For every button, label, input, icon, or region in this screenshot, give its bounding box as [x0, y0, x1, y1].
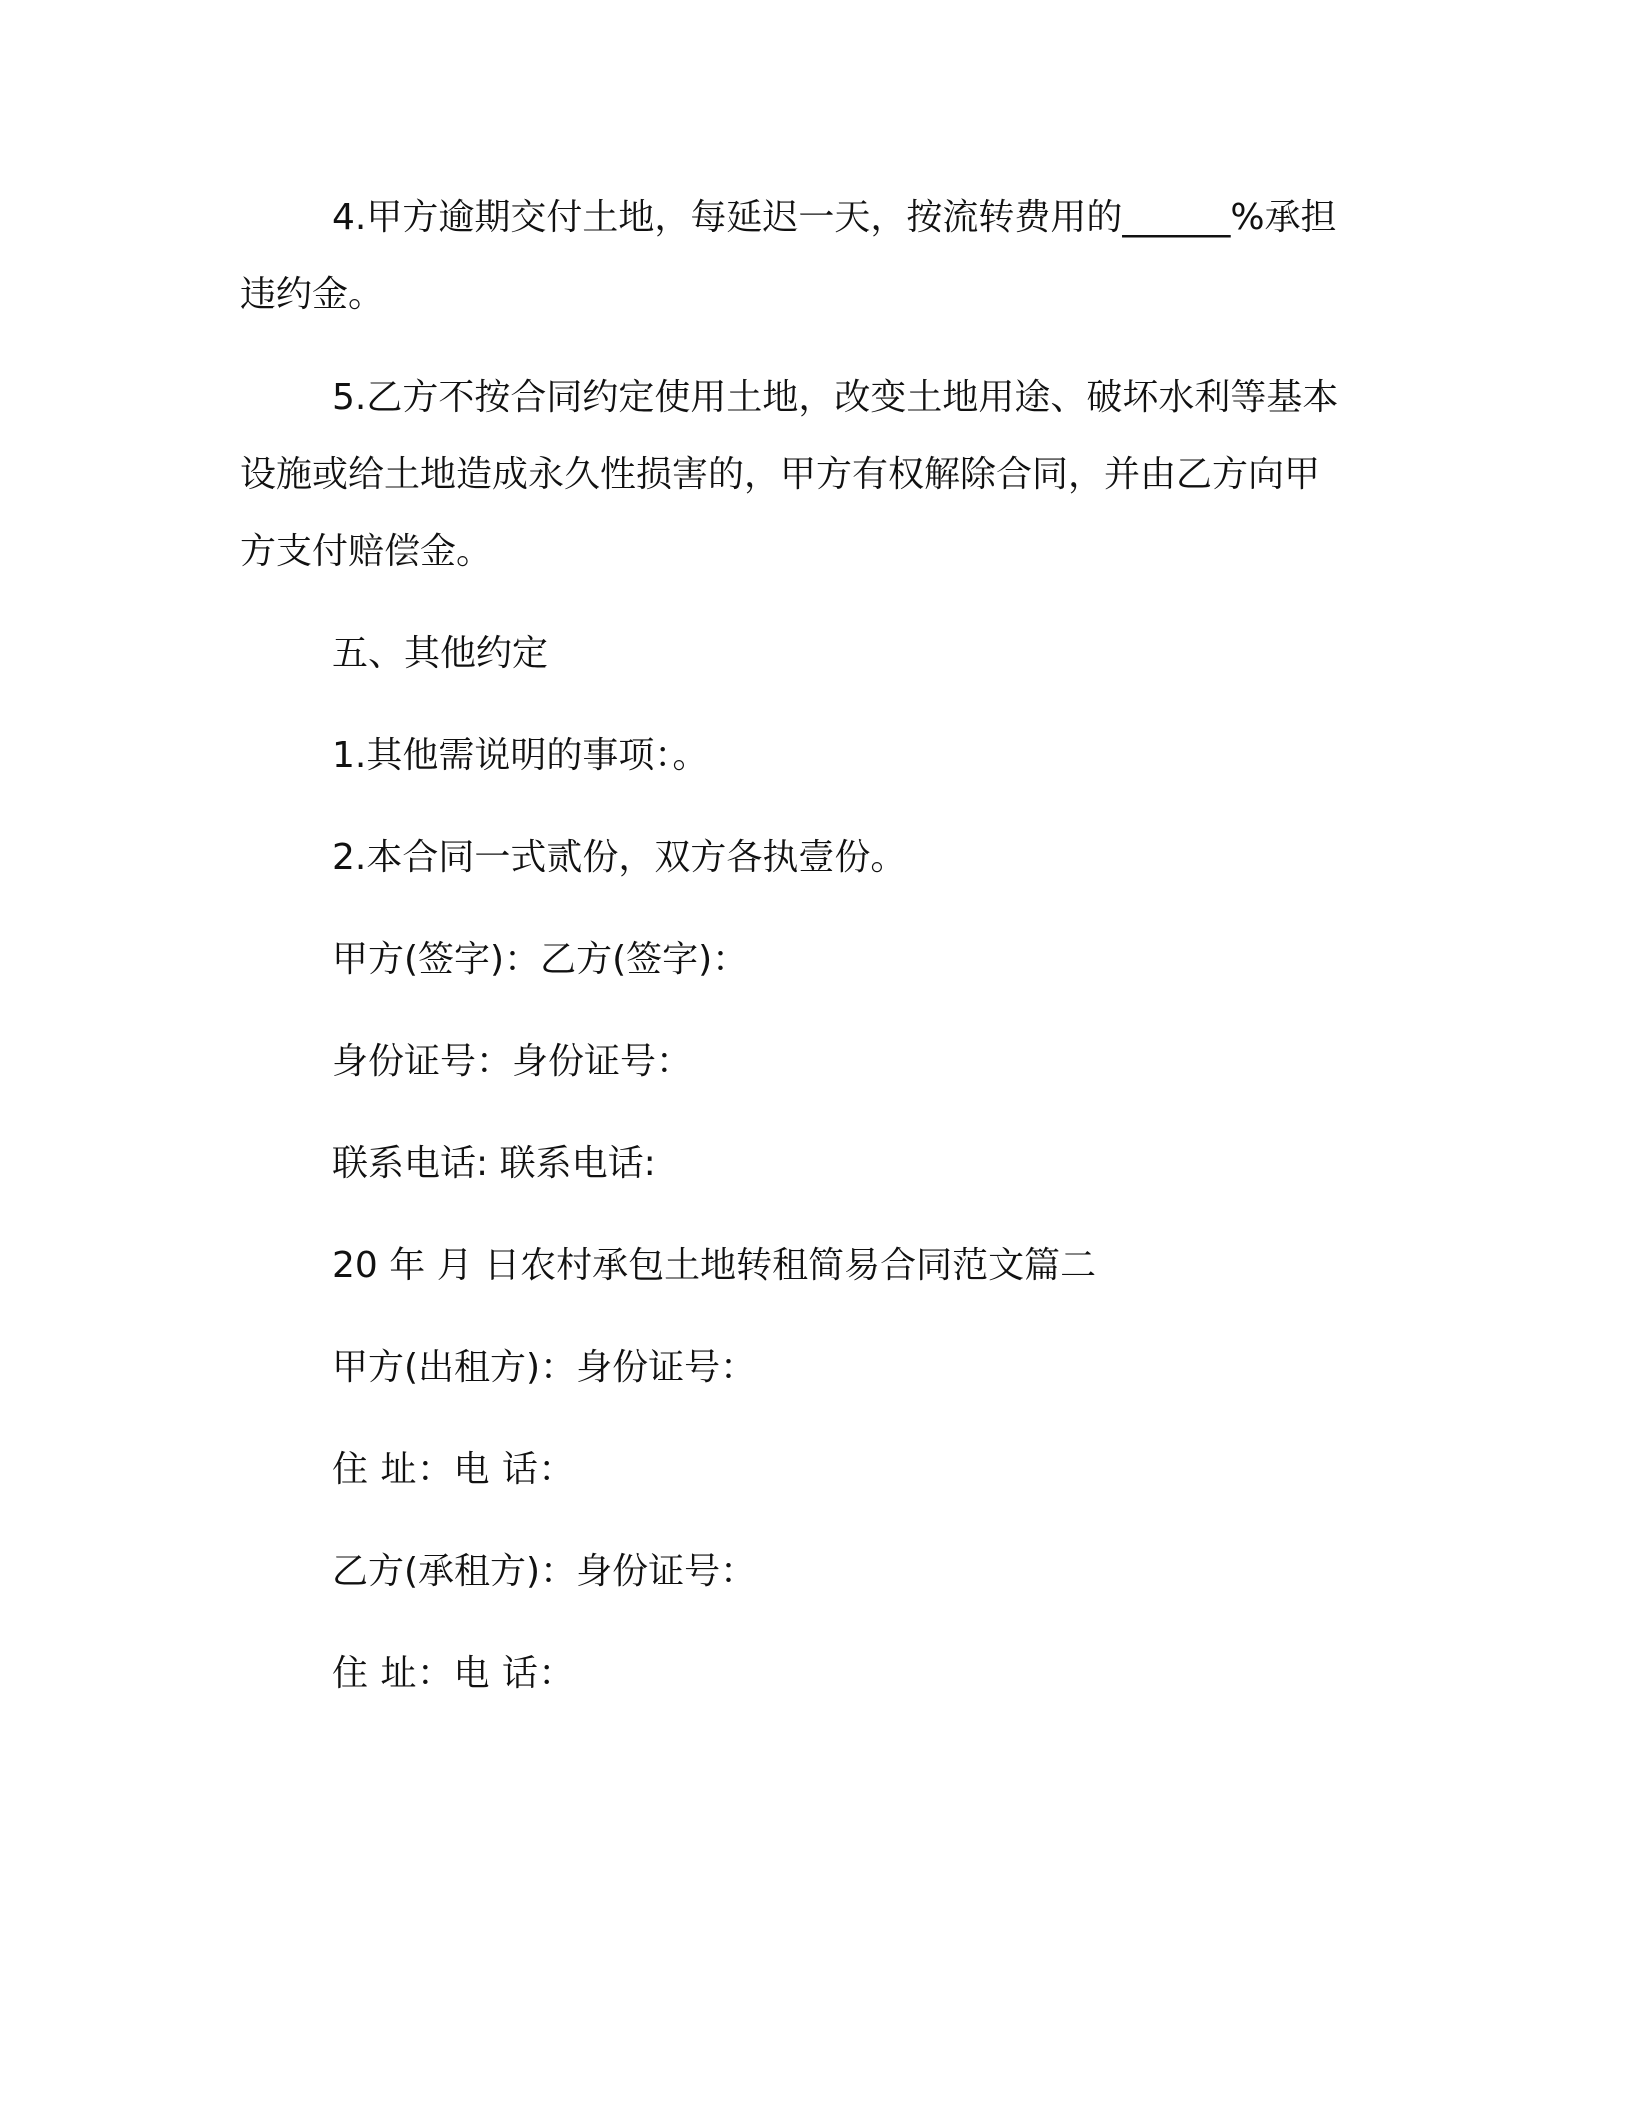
- lessee-line: 乙方(承租方)：身份证号：: [332, 1551, 757, 1592]
- signature-line: 甲方(签字)：乙方(签字)：: [332, 939, 749, 980]
- phone-line: 联系电话: 联系电话:: [332, 1143, 656, 1184]
- lessee-address-line: 住 址：电 话：: [332, 1653, 575, 1694]
- clause-5-line-3: 方支付赔偿金。: [240, 531, 493, 572]
- clause-4-line-1: 4.甲方逾期交付土地，每延迟一天，按流转费用的______%承担: [332, 197, 1337, 238]
- second-contract-title: 20 年 月 日农村承包土地转租简易合同范文篇二: [332, 1245, 1097, 1286]
- section-heading-other-terms: 五、其他约定: [332, 633, 549, 674]
- lessor-address-line: 住 址：电 话：: [332, 1449, 575, 1490]
- other-term-1: 1.其他需说明的事项：。: [332, 735, 709, 776]
- id-number-line: 身份证号：身份证号：: [332, 1041, 693, 1082]
- lessor-line: 甲方(出租方)：身份证号：: [332, 1347, 757, 1388]
- other-term-2: 2.本合同一式贰份，双方各执壹份。: [332, 837, 907, 878]
- clause-5-line-2: 设施或给土地造成永久性损害的，甲方有权解除合同，并由乙方向甲: [240, 454, 1321, 495]
- clause-4-line-2: 违约金。: [240, 274, 385, 315]
- clause-5-line-1: 5.乙方不按合同约定使用土地，改变土地用途、破坏水利等基本: [332, 377, 1339, 418]
